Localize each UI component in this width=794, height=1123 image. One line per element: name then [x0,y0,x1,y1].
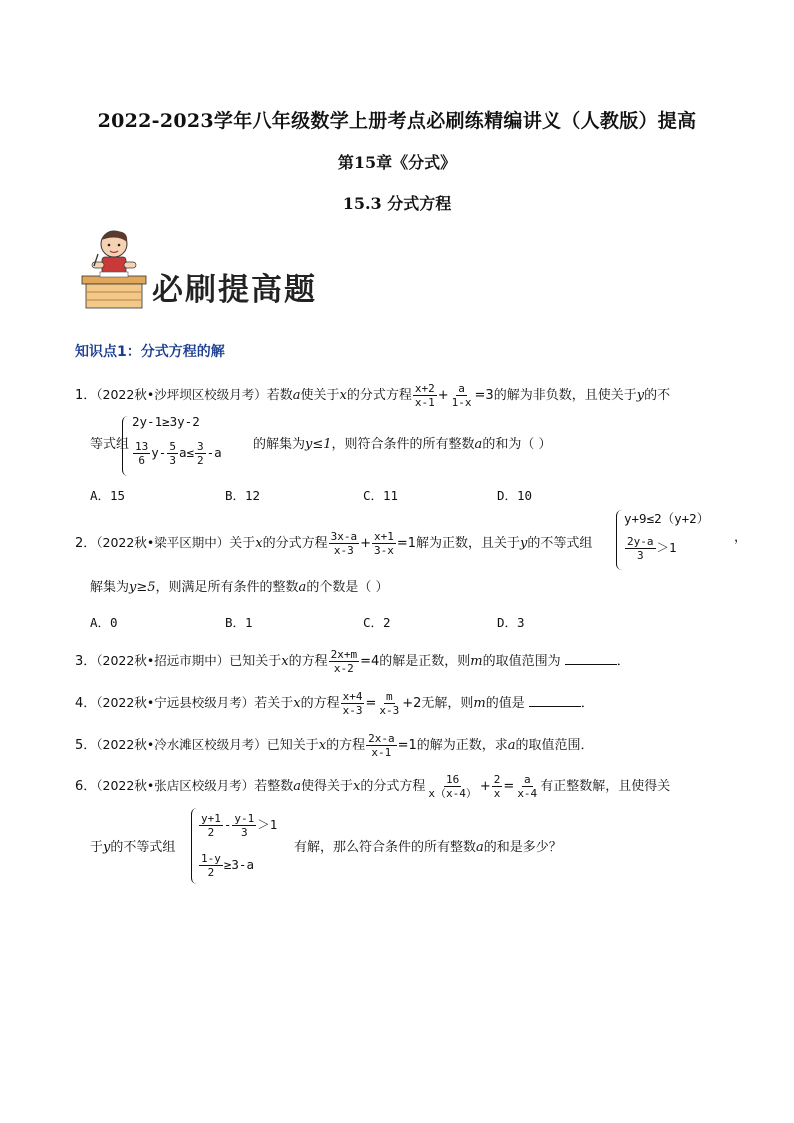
question-5: 5．（2022秋•冷水滩区校级月考）已知关于x的方程 $\frac{2x-a}{x-1}$ =1的解为正数，求a的取值范围． [75,732,594,760]
q1-option-a: A．15 [90,488,126,503]
q1-option-b: B．12 [225,488,261,503]
q1-option-c: C．11 [363,488,399,503]
question-6-line-2-rest: 有解，那么符合条件的所有整数a的和是多少？ [294,840,562,855]
inequality-1: y+9≤2（y+2） [624,511,710,526]
banner-label: 必刷提高题 [152,272,317,308]
inequality-2: $\frac{2y-a}{3}$ ＞1 [627,535,677,563]
inequality-1: $\frac{y+1}{2}$ - $\frac{y-1}{3}$ ＞1 [201,812,278,840]
q2-option-b: B．1 [225,615,253,630]
answer-blank[interactable] [565,652,617,665]
inequality-2: $\frac{13}{6}$ y- $\frac{5}{3}$ a≤ $\frac{3}{2}$ -a [135,440,222,468]
q1-option-d: D．10 [497,488,533,503]
inequality-2: $\frac{1-y}{2}$ ≥3-a [201,852,254,880]
system-brace [191,808,198,884]
comma: ， [734,530,748,545]
q2-option-a: A．0 [90,615,118,630]
system-brace [616,510,623,570]
question-1-line-2-label: 等式组 [90,437,130,452]
fraction: $\frac{x+2}{x-1}$ [414,382,435,410]
question-4: 4．（2022秋•宁远县校级月考）若关于x的方程 $\frac{x+4}{x-3}$ = $\frac{m}{x-3}$ +2无解，则m的值是 ． [75,690,594,718]
question-2-line-2: 解集为y≥5，则满足所有条件的整数a的个数是（ ） [90,580,389,595]
inequality-1: 2y-1≥3y-2 [132,414,200,429]
q2-option-d: D．3 [497,615,525,630]
answer-blank[interactable] [529,694,581,707]
question-3: 3．（2022秋•招远市期中）已知关于x的方程 $\frac{2x+m}{x-2}$ =4的解是正数，则m的取值范围为 ． [75,648,630,676]
question-6-line-1: 6．（2022秋•张店区校级月考）若整数a使得关于x的分式方程 $\frac{16}{x(x-4)}$ + $\frac{2}{x}$ = $\frac{a}{x-4}$ 有正整数解，且使得关 [75,773,671,801]
document-title: 2022-2023学年八年级数学上册考点必刷练精编讲义（人教版）提高 [97,110,697,132]
chapter-title: 第15章《分式》 [337,153,457,172]
question-1-line-1: 1．（2022秋•沙坪坝区校级月考）若数a使关于x的分式方程 $\frac{x+2}{x-1}$ + $\frac{a}{1-x}$ =3的解为非负数，且使关于y的不 [75,382,671,410]
fraction: $\frac{a}{1-x}$ [451,382,472,410]
knowledge-point-heading: 知识点1：分式方程的解 [75,344,225,360]
question-2-line-1: 2．（2022秋•梁平区期中）关于x的分式方程 $\frac{3x-a}{x-3}$ + $\frac{x+1}{3-x}$ =1解为正数，且关于y的不等式组 [75,530,593,558]
question-6-line-2-label: 于y的不等式组 [90,840,176,855]
q2-option-c: C．2 [363,615,391,630]
student-at-desk-icon [78,226,150,312]
question-1-line-2-rest: 的解集为y≤1，则符合条件的所有整数a的和为（ ） [253,437,552,452]
section-title: 15.3 分式方程 [342,194,452,213]
